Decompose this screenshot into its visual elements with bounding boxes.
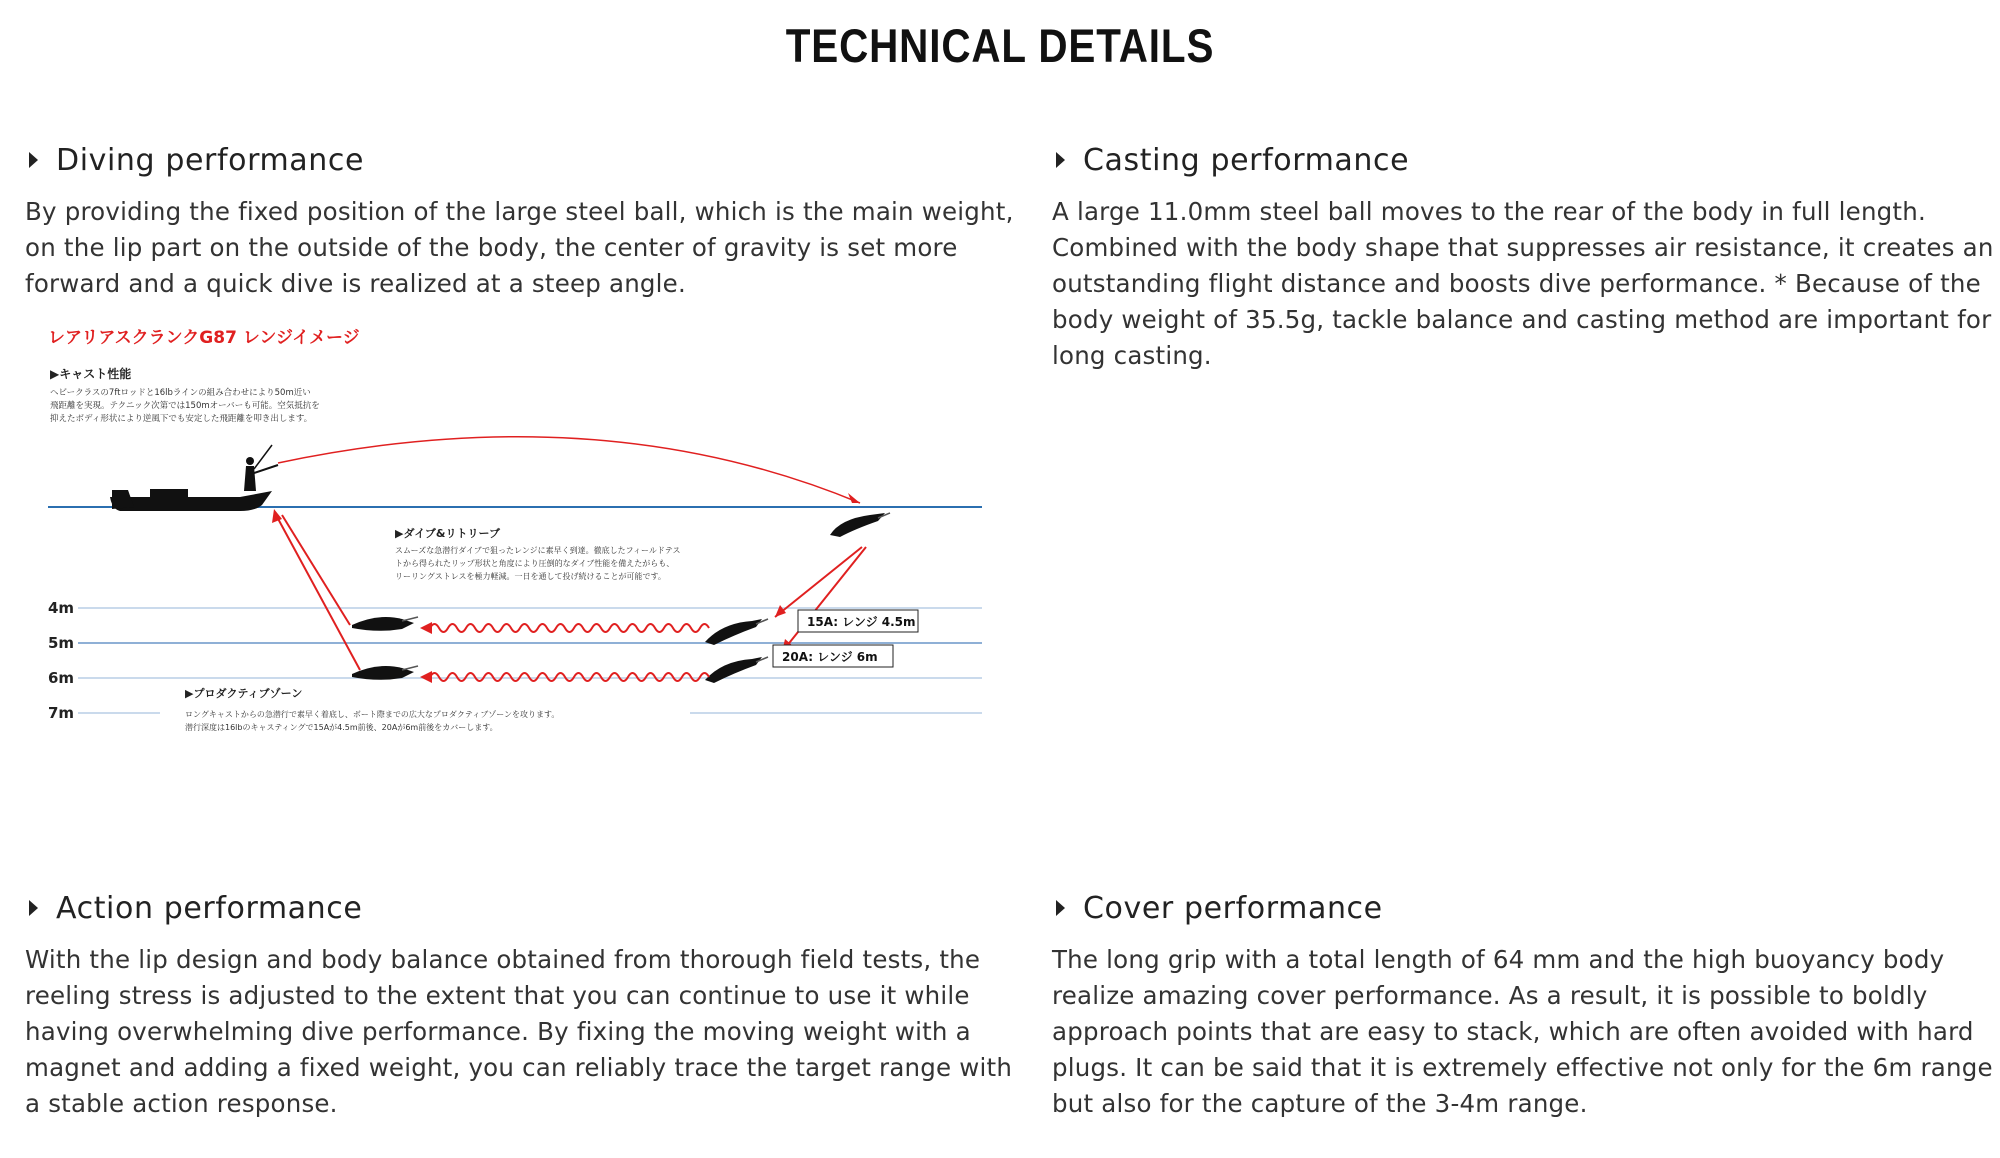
lure-icon — [830, 513, 890, 537]
zone-text-line: ロングキャストからの急潜行で素早く着底し、ボート際までの広大なプロダクティブゾーンを攻ります。 — [185, 710, 560, 719]
triangle-bullet-icon — [29, 900, 38, 916]
section-diving — [25, 140, 1015, 302]
range-label: 15A: レンジ 4.5m — [807, 615, 916, 629]
cast-text-line: 抑えたボディ形状により逆風下でも安定した飛距離を叩き出します。 — [50, 414, 313, 424]
boat-icon — [110, 445, 278, 511]
arrow-head-icon — [420, 671, 432, 683]
retrieve-wave — [430, 673, 709, 681]
section-title: Action performance — [56, 890, 363, 926]
lure-icon — [352, 617, 418, 631]
arrow-head-icon — [775, 605, 786, 617]
section-action — [25, 888, 1015, 1122]
cast-arc — [278, 437, 860, 503]
zone-text-line: 潜行深度は16lbのキャスティングで15Aが4.5m前後、20Aが6m前後をカバーします。 — [185, 723, 498, 732]
range-image-diagram — [40, 325, 990, 745]
cast-heading: ▶キャスト性能 — [50, 367, 132, 381]
section-title: Cover performance — [1083, 890, 1383, 926]
lure-icon — [705, 619, 768, 645]
range-label: 20A: レンジ 6m — [782, 650, 878, 664]
section-body: With the lip design and body balance obtained from thorough field tests, the reeling stress is adjusted to the extent that you can continue to use it while having overwhelming dive performance. By fixing the moving weight with a magnet and adding a fixed weight, you can reliably trace the target range with a stable action response. — [25, 945, 1013, 1118]
cast-text-line: ヘビークラスの7ftロッドと16lbラインの組み合わせにより50m近い — [50, 388, 311, 398]
retrieve-wave — [430, 624, 709, 632]
return-arrow — [276, 515, 360, 670]
cast-text-line: 飛距離を実現。テクニック次第では150mオーバーも可能。空気抵抗を — [50, 401, 320, 411]
dive-text-line: トから得られたリップ形状と角度により圧倒的なダイブ性能を備えたがらも、 — [395, 559, 675, 568]
section-body: The long grip with a total length of 64 mm and the high buoyancy body realize amazing cover performance. As a result, it is possible to boldly approach points that are easy to stack, which are often avoided with hard plugs. It can be said that it is extremely effective not only for the 6m range but also for the capture of the 3-4m range. — [1052, 945, 1993, 1118]
section-title: Casting performance — [1083, 142, 1410, 178]
dive-arrow — [782, 547, 866, 652]
diagram-title: レアリアスクランクG87 レンジイメージ — [48, 328, 360, 348]
triangle-bullet-icon — [1056, 900, 1065, 916]
page-title: TECHNICAL DETAILS — [785, 19, 1215, 72]
depth-label: 4m — [48, 599, 75, 617]
depth-label: 5m — [48, 634, 75, 652]
section-body: A large 11.0mm steel ball moves to the rear of the body in full length. Combined with the body shape that suppresses air resistance, it creates an outstanding flight distance and boosts dive performance. * Because of the body weight of 35.5g, tackle balance and casting method are important for long casting. — [1052, 197, 1994, 370]
arrow-head-icon — [420, 622, 432, 634]
depth-label: 6m — [48, 669, 75, 687]
dive-text-line: リーリングストレスを極力軽減。一日を通して投げ続けることが可能です。 — [395, 572, 666, 581]
depth-label: 7m — [48, 704, 75, 722]
dive-heading: ▶ダイブ&リトリーブ — [395, 527, 500, 540]
zone-heading: ▶プロダクティブゾーン — [185, 687, 303, 700]
triangle-bullet-icon — [1056, 152, 1065, 168]
triangle-bullet-icon — [29, 152, 38, 168]
dive-text-line: スムーズな急潜行ダイブで狙ったレンジに素早く到達。徹底したフィールドテス — [395, 546, 681, 555]
section-cover — [1052, 888, 1997, 1122]
arrow-head-icon — [272, 509, 282, 523]
section-title: Diving performance — [56, 142, 365, 178]
section-body: By providing the fixed position of the large steel ball, which is the main weight, on the lip part on the outside of the body, the center of gravity is set more forward and a quick dive is realized at a steep angle. — [25, 197, 1014, 298]
lure-icon — [705, 657, 768, 683]
section-casting — [1052, 140, 2000, 374]
